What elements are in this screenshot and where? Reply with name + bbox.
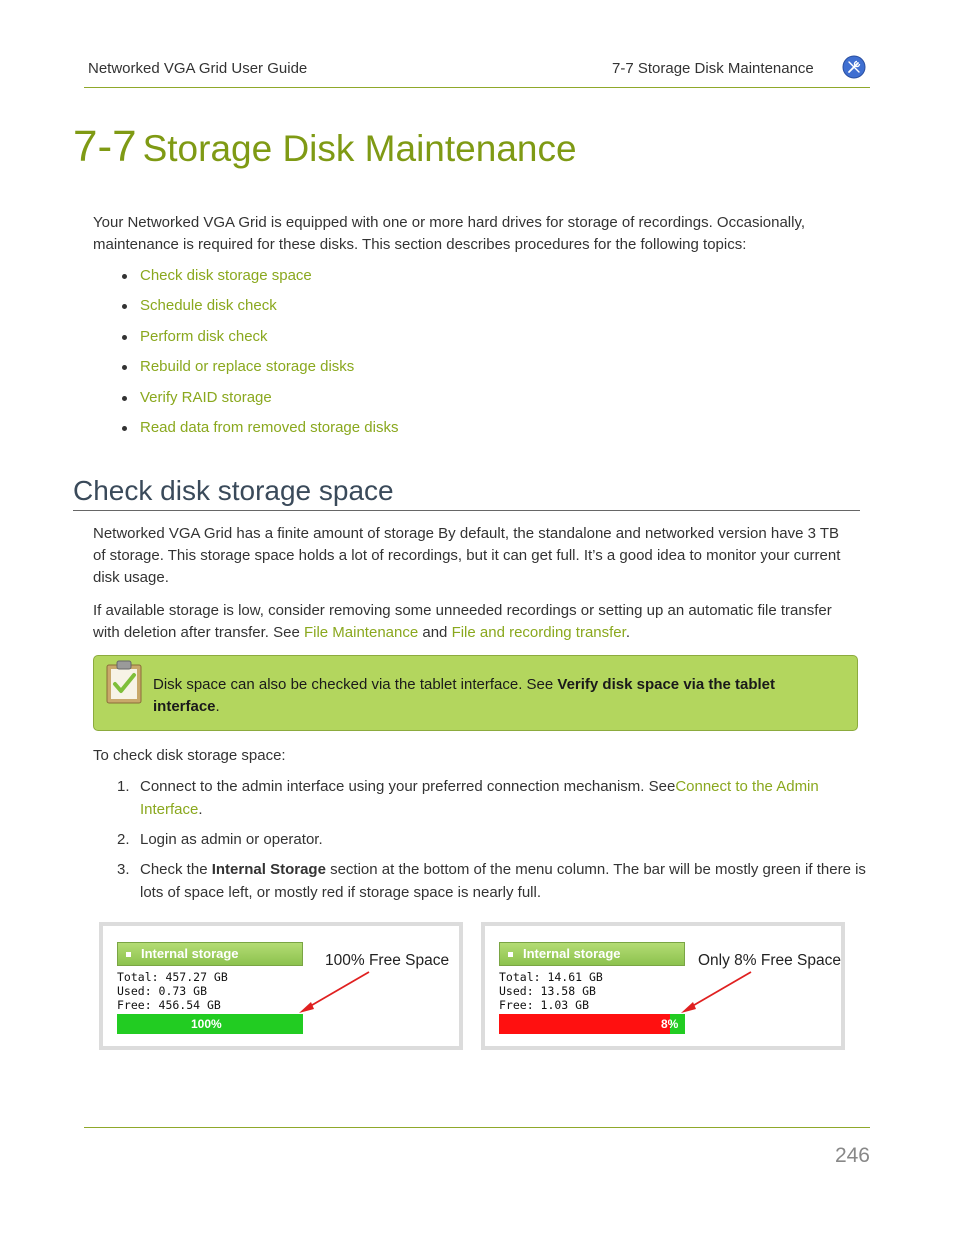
red-arrow-icon [665,966,755,1016]
storage-header-text: Internal storage [141,946,239,961]
section-paragraph-2 [93,600,853,644]
header-rule [84,87,870,88]
storage-header-text: Internal storage [523,946,621,961]
topic-link[interactable]: Schedule disk check [140,297,277,315]
storage-figure-low [481,922,845,1050]
storage-bar-label: 8% [661,1017,679,1031]
chapter-number: 7-7 [73,122,137,171]
storage-total: Total: 14.61 GB [499,970,603,984]
step-number: 1. [117,778,130,795]
running-header-section: 7-7 Storage Disk Maintenance [612,60,814,77]
square-icon [508,952,513,957]
step-text: Check the [140,861,212,878]
storage-used: Used: 13.58 GB [499,984,596,998]
step-number: 3. [117,861,130,878]
square-icon [126,952,131,957]
paragraph-text: and [418,624,452,641]
section-paragraph-1: Networked VGA Grid has a finite amount of storage By default, the standalone and networked version have 3 TB of storage. This storage space holds a lot of recordings, but it can get full. It’s a good idea to monitor your current disk usage. [93,525,841,586]
footer-rule [84,1127,870,1128]
list-item [120,416,620,446]
list-item [120,325,620,355]
bullet-icon [122,396,127,401]
bullet-icon [122,426,127,431]
step-text: . [198,801,203,818]
storage-used: Used: 0.73 GB [117,984,208,998]
clipboard-check-icon [106,660,142,704]
callout-label: Only 8% Free Space [698,952,842,969]
bullet-icon [122,335,127,340]
section-heading: Check disk storage space [73,475,394,506]
list-item [93,858,873,904]
topic-link[interactable]: Read data from removed storage disks [140,418,399,436]
bullet-icon [122,365,127,370]
step-text: Login as admin or operator. [140,831,323,848]
chapter-title-text: Storage Disk Maintenance [142,128,577,169]
intro-paragraph: Your Networked VGA Grid is equipped with one or more hard drives for storage of recordings. Occasionally, maintenance is required for these disks. This section describes procedures for the following topics: [93,214,806,253]
file-transfer-link[interactable]: File and recording transfer [451,624,626,641]
storage-figure-full [99,922,463,1050]
topic-link[interactable]: Rebuild or replace storage disks [140,358,355,376]
list-item [120,264,620,294]
step-text: section at the bottom of the menu column. The bar will be mostly green if there is lots of space left, or mostly red if storage space is nearly full. [140,861,866,901]
topic-link[interactable]: Perform disk check [140,327,268,345]
internal-storage-term: Internal Storage [211,861,326,878]
note-reference: Verify disk space via the tablet interface [153,676,776,715]
procedure-steps [93,775,873,911]
chapter-title [73,122,577,172]
list-item [120,386,620,416]
bullet-icon [122,304,127,309]
paragraph-text: If available storage is low, consider removing some unneeded recordings or setting up an automatic file transfer with deletion after transfer. See [93,602,832,641]
callout-label: 100% Free Space [325,952,450,969]
storage-header [117,942,303,966]
storage-free: Free: 1.03 GB [499,998,590,1012]
admin-interface-link[interactable]: Connect to the Admin Interface [140,778,819,818]
storage-bar [117,1014,303,1034]
storage-stats [117,970,228,1012]
storage-bar-label: 100% [191,1017,222,1031]
red-arrow-icon [283,966,373,1016]
topic-link[interactable]: Verify RAID storage [140,388,272,406]
paragraph-text: . [625,624,630,641]
note-text-part: Disk space can also be checked via the tablet interface. See [153,676,558,693]
step-number: 2. [117,831,130,848]
list-item [93,828,873,851]
note-box [93,655,858,731]
storage-stats [499,970,603,1012]
topic-list [120,264,620,446]
storage-total: Total: 457.27 GB [117,970,228,984]
note-text [153,674,833,718]
storage-header [499,942,685,966]
procedure-intro: To check disk storage space: [93,747,286,764]
list-item [93,775,873,821]
topic-link[interactable]: Check disk storage space [140,267,312,284]
running-header-title: Networked VGA Grid User Guide [88,60,308,77]
storage-bar [499,1014,685,1034]
step-text: Connect to the admin interface using your preferred connection mechanism. See [140,778,676,795]
list-item [120,294,620,324]
list-item [120,355,620,385]
section-rule [73,510,860,511]
bullet-icon [122,274,127,279]
note-text-part: . [215,698,220,715]
page-number: 246 [834,1144,870,1167]
file-maintenance-link[interactable]: File Maintenance [303,624,419,641]
storage-free: Free: 456.54 GB [117,998,221,1012]
tools-icon [842,55,866,79]
